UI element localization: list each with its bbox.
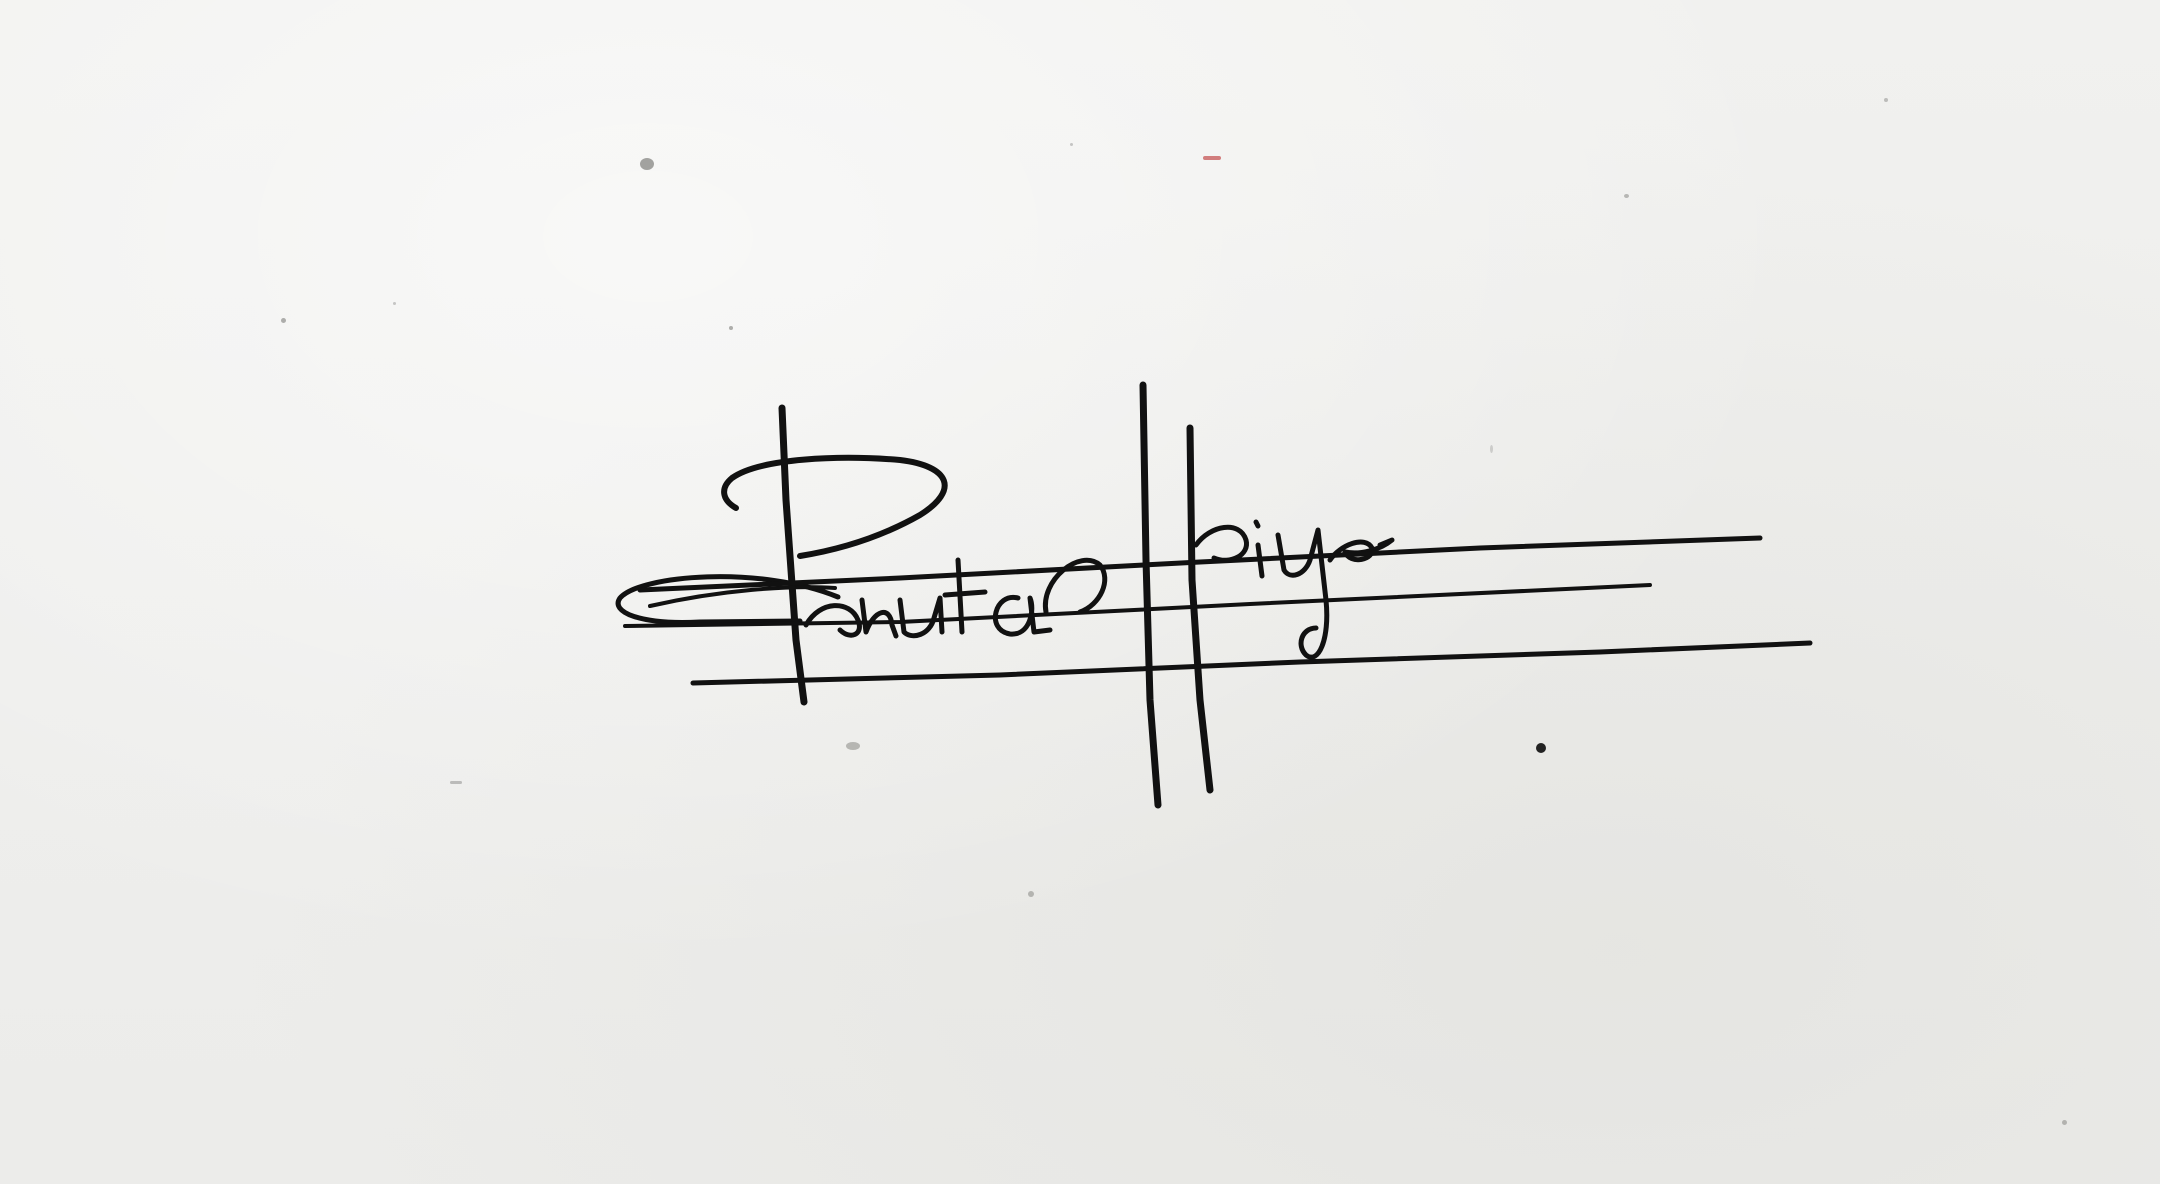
signature-stroke: [640, 538, 1760, 590]
signature-stroke: [1190, 428, 1210, 790]
signature-stroke: [900, 598, 942, 636]
signature-stroke: [1143, 385, 1158, 805]
signature-stroke: [1256, 522, 1262, 576]
signature-stroke: [724, 458, 945, 556]
signature-stroke: [806, 600, 896, 636]
signature-stroke: [1196, 527, 1247, 560]
signature-stroke: [693, 643, 1810, 683]
signature-stroke: [1278, 530, 1327, 657]
